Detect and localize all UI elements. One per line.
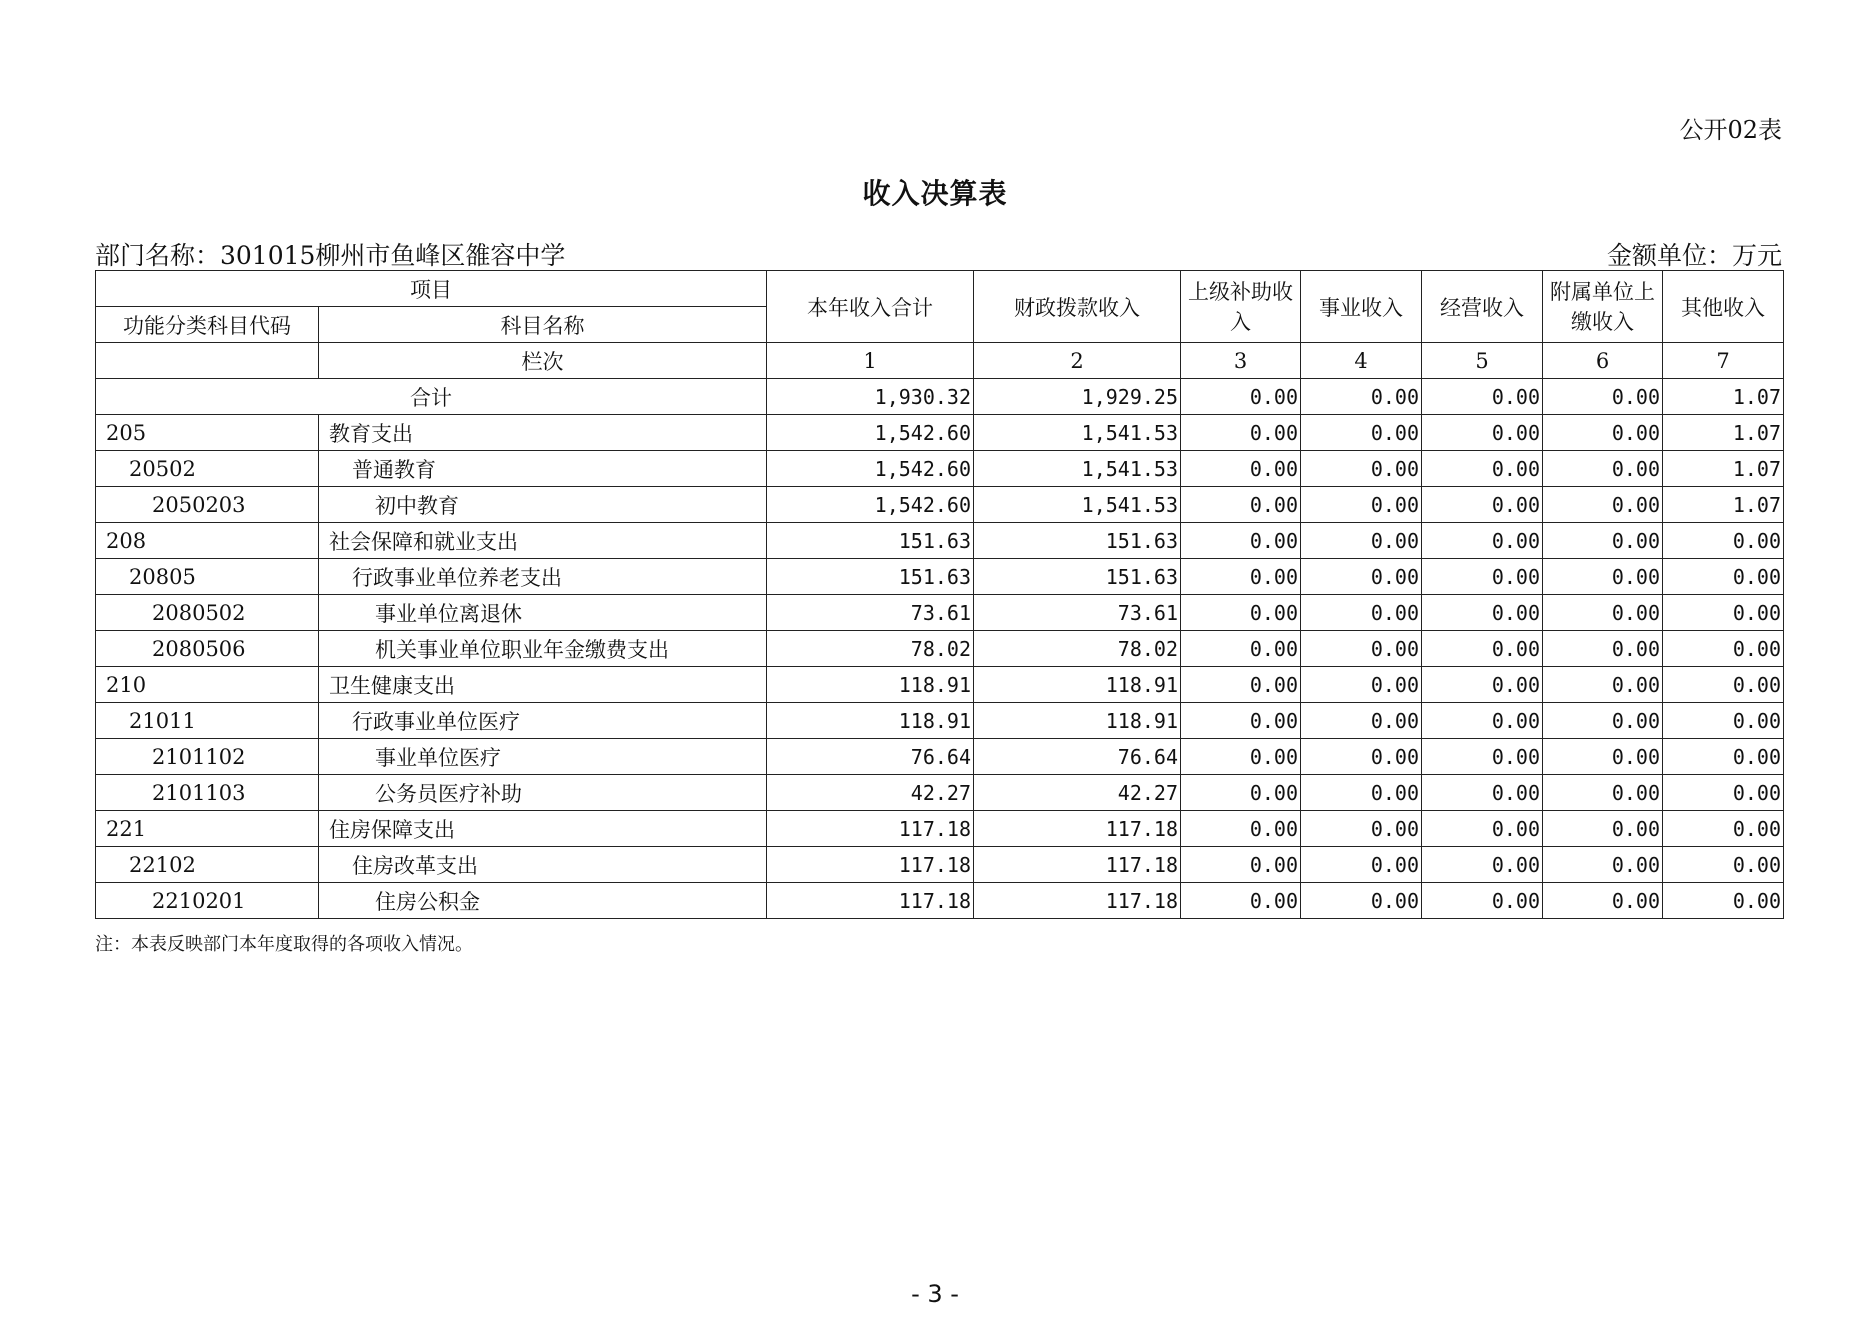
total-cell: 0.00 (1301, 379, 1422, 415)
header-business-income: 事业收入 (1301, 271, 1422, 343)
amount-cell: 117.18 (974, 847, 1181, 883)
amount-cell: 42.27 (974, 775, 1181, 811)
amount-cell: 0.00 (1663, 847, 1784, 883)
amount-cell: 73.61 (767, 595, 974, 631)
seq-6: 6 (1543, 343, 1663, 379)
amount-cell: 0.00 (1422, 631, 1543, 667)
total-cell: 0.00 (1422, 379, 1543, 415)
subject-name: 社会保障和就业支出 (319, 523, 767, 559)
amount-cell: 42.27 (767, 775, 974, 811)
subject-name: 公务员医疗补助 (319, 775, 767, 811)
amount-cell: 0.00 (1543, 703, 1663, 739)
amount-cell: 0.00 (1301, 847, 1422, 883)
total-row (96, 379, 1784, 415)
header-superior-subsidy: 上级补助收入 (1181, 271, 1301, 343)
amount-cell: 1.07 (1663, 487, 1784, 523)
amount-cell: 117.18 (767, 811, 974, 847)
subject-code: 2050203 (96, 487, 319, 523)
subject-code: 2080502 (96, 595, 319, 631)
table-row (96, 523, 1784, 559)
amount-cell: 0.00 (1181, 703, 1301, 739)
total-label: 合计 (96, 379, 767, 415)
amount-cell: 0.00 (1543, 883, 1663, 919)
amount-cell: 0.00 (1181, 487, 1301, 523)
subject-name: 普通教育 (319, 451, 767, 487)
seq-label: 栏次 (319, 343, 767, 379)
amount-cell: 0.00 (1181, 811, 1301, 847)
subject-name: 卫生健康支出 (319, 667, 767, 703)
amount-cell: 0.00 (1181, 559, 1301, 595)
amount-cell: 0.00 (1543, 631, 1663, 667)
table-row (96, 487, 1784, 523)
amount-cell: 118.91 (767, 703, 974, 739)
amount-cell: 0.00 (1663, 811, 1784, 847)
amount-cell: 0.00 (1422, 559, 1543, 595)
subject-code: 2080506 (96, 631, 319, 667)
seq-3: 3 (1181, 343, 1301, 379)
seq-2: 2 (974, 343, 1181, 379)
amount-cell: 0.00 (1543, 667, 1663, 703)
table-row (96, 883, 1784, 919)
amount-cell: 0.00 (1301, 811, 1422, 847)
amount-cell: 0.00 (1301, 883, 1422, 919)
amount-cell: 0.00 (1543, 811, 1663, 847)
subject-code: 210 (96, 667, 319, 703)
amount-unit: 金额单位：万元 (1606, 241, 1782, 270)
header-operating-income: 经营收入 (1422, 271, 1543, 343)
amount-cell: 117.18 (767, 883, 974, 919)
table-row (96, 595, 1784, 631)
table-row (96, 775, 1784, 811)
subject-code: 205 (96, 415, 319, 451)
amount-cell: 0.00 (1301, 631, 1422, 667)
amount-cell: 0.00 (1301, 667, 1422, 703)
table-row (96, 811, 1784, 847)
header-total-income: 本年收入合计 (767, 271, 974, 343)
amount-cell: 0.00 (1422, 451, 1543, 487)
amount-cell: 117.18 (767, 847, 974, 883)
header-affiliated-income: 附属单位上缴收入 (1543, 271, 1663, 343)
form-number: 公开02表 (1679, 116, 1782, 144)
amount-cell: 0.00 (1663, 703, 1784, 739)
table-row (96, 739, 1784, 775)
header-code: 功能分类科目代码 (96, 307, 319, 343)
amount-cell: 0.00 (1301, 415, 1422, 451)
amount-cell: 151.63 (974, 523, 1181, 559)
subject-name: 事业单位离退休 (319, 595, 767, 631)
amount-cell: 0.00 (1181, 631, 1301, 667)
amount-cell: 151.63 (974, 559, 1181, 595)
amount-cell: 0.00 (1301, 595, 1422, 631)
amount-cell: 0.00 (1663, 559, 1784, 595)
header-other-income: 其他收入 (1663, 271, 1784, 343)
amount-cell: 0.00 (1181, 775, 1301, 811)
subject-code: 21011 (96, 703, 319, 739)
table-row (96, 559, 1784, 595)
subject-code: 20502 (96, 451, 319, 487)
amount-cell: 151.63 (767, 559, 974, 595)
amount-cell: 118.91 (767, 667, 974, 703)
amount-cell: 1,541.53 (974, 415, 1181, 451)
subject-code: 22102 (96, 847, 319, 883)
subject-code: 20805 (96, 559, 319, 595)
subject-code: 2210201 (96, 883, 319, 919)
header-item: 项目 (96, 271, 767, 307)
amount-cell: 0.00 (1663, 775, 1784, 811)
subject-name: 事业单位医疗 (319, 739, 767, 775)
total-cell: 1,929.25 (974, 379, 1181, 415)
amount-cell: 0.00 (1663, 667, 1784, 703)
amount-cell: 0.00 (1181, 595, 1301, 631)
amount-cell: 78.02 (767, 631, 974, 667)
amount-cell: 0.00 (1422, 703, 1543, 739)
page-number: - 3 - (911, 1280, 959, 1308)
subject-name: 机关事业单位职业年金缴费支出 (319, 631, 767, 667)
amount-cell: 0.00 (1543, 523, 1663, 559)
amount-cell: 78.02 (974, 631, 1181, 667)
amount-cell: 76.64 (974, 739, 1181, 775)
subject-name: 住房公积金 (319, 883, 767, 919)
table-row (96, 451, 1784, 487)
subject-code: 2101103 (96, 775, 319, 811)
amount-cell: 0.00 (1543, 595, 1663, 631)
amount-cell: 1.07 (1663, 451, 1784, 487)
amount-cell: 0.00 (1301, 703, 1422, 739)
total-cell: 1.07 (1663, 379, 1784, 415)
subject-name: 教育支出 (319, 415, 767, 451)
amount-cell: 1,542.60 (767, 451, 974, 487)
amount-cell: 0.00 (1181, 451, 1301, 487)
amount-cell: 76.64 (767, 739, 974, 775)
table-row (96, 667, 1784, 703)
amount-cell: 0.00 (1422, 775, 1543, 811)
seq-5: 5 (1422, 343, 1543, 379)
amount-cell: 0.00 (1422, 595, 1543, 631)
seq-4: 4 (1301, 343, 1422, 379)
table-row (96, 847, 1784, 883)
amount-cell: 0.00 (1422, 415, 1543, 451)
amount-cell: 0.00 (1301, 739, 1422, 775)
subject-code: 208 (96, 523, 319, 559)
amount-cell: 0.00 (1543, 847, 1663, 883)
subject-code: 221 (96, 811, 319, 847)
header-name: 科目名称 (319, 307, 767, 343)
amount-cell: 0.00 (1422, 739, 1543, 775)
amount-cell: 0.00 (1663, 631, 1784, 667)
amount-cell: 151.63 (767, 523, 974, 559)
amount-cell: 1,542.60 (767, 415, 974, 451)
amount-cell: 0.00 (1663, 739, 1784, 775)
page-title: 收入决算表 (862, 177, 1008, 210)
table-row (96, 415, 1784, 451)
seq-1: 1 (767, 343, 974, 379)
amount-cell: 0.00 (1422, 883, 1543, 919)
amount-cell: 118.91 (974, 703, 1181, 739)
amount-cell: 0.00 (1422, 487, 1543, 523)
amount-cell: 0.00 (1422, 847, 1543, 883)
income-table (95, 270, 1784, 919)
amount-cell: 0.00 (1181, 883, 1301, 919)
amount-cell: 1.07 (1663, 415, 1784, 451)
table-row (96, 703, 1784, 739)
amount-cell: 0.00 (1181, 667, 1301, 703)
subject-name: 初中教育 (319, 487, 767, 523)
amount-cell: 0.00 (1543, 775, 1663, 811)
seq-7: 7 (1663, 343, 1784, 379)
amount-cell: 118.91 (974, 667, 1181, 703)
amount-cell: 73.61 (974, 595, 1181, 631)
amount-cell: 0.00 (1663, 883, 1784, 919)
total-cell: 0.00 (1543, 379, 1663, 415)
amount-cell: 1,542.60 (767, 487, 974, 523)
table-row (96, 631, 1784, 667)
amount-cell: 0.00 (1543, 451, 1663, 487)
amount-cell: 0.00 (1181, 739, 1301, 775)
total-cell: 0.00 (1181, 379, 1301, 415)
total-cell: 1,930.32 (767, 379, 974, 415)
amount-cell: 0.00 (1301, 451, 1422, 487)
amount-cell: 1,541.53 (974, 487, 1181, 523)
amount-cell: 1,541.53 (974, 451, 1181, 487)
amount-cell: 117.18 (974, 883, 1181, 919)
subject-name: 住房改革支出 (319, 847, 767, 883)
subject-code: 2101102 (96, 739, 319, 775)
amount-cell: 117.18 (974, 811, 1181, 847)
header-fiscal-appropriation: 财政拨款收入 (974, 271, 1181, 343)
amount-cell: 0.00 (1663, 595, 1784, 631)
amount-cell: 0.00 (1543, 415, 1663, 451)
table-note: 注：本表反映部门本年度取得的各项收入情况。 (95, 934, 473, 955)
amount-cell: 0.00 (1543, 487, 1663, 523)
amount-cell: 0.00 (1301, 559, 1422, 595)
amount-cell: 0.00 (1301, 487, 1422, 523)
amount-cell: 0.00 (1301, 775, 1422, 811)
amount-cell: 0.00 (1663, 523, 1784, 559)
amount-cell: 0.00 (1422, 811, 1543, 847)
amount-cell: 0.00 (1422, 523, 1543, 559)
amount-cell: 0.00 (1422, 667, 1543, 703)
subject-name: 住房保障支出 (319, 811, 767, 847)
amount-cell: 0.00 (1543, 559, 1663, 595)
amount-cell: 0.00 (1301, 523, 1422, 559)
amount-cell: 0.00 (1181, 847, 1301, 883)
amount-cell: 0.00 (1181, 523, 1301, 559)
department-name: 部门名称：301015柳州市鱼峰区雒容中学 (95, 241, 566, 270)
subject-name: 行政事业单位医疗 (319, 703, 767, 739)
subject-name: 行政事业单位养老支出 (319, 559, 767, 595)
amount-cell: 0.00 (1543, 739, 1663, 775)
seq-blank (96, 343, 319, 379)
amount-cell: 0.00 (1181, 415, 1301, 451)
